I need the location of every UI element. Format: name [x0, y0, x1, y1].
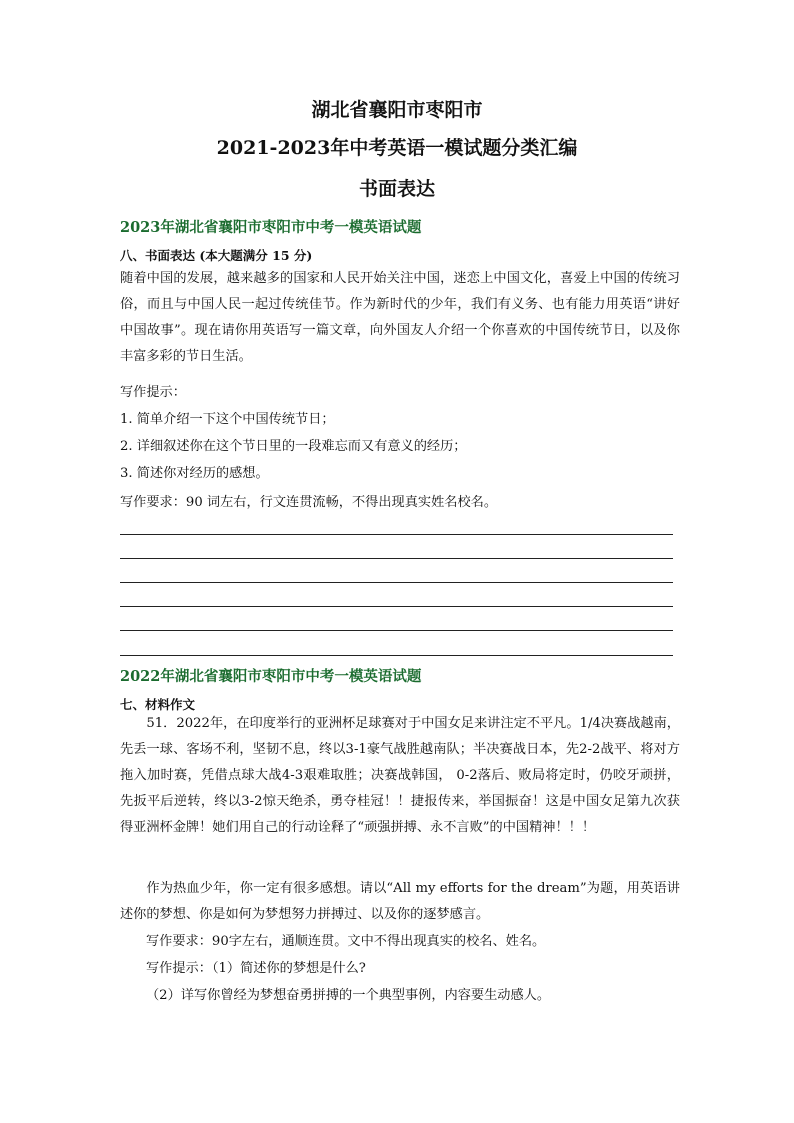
answer-line [120, 606, 673, 607]
section-2023-tip-1: 1. 简单介绍一下这个中国传统节日； [120, 412, 335, 427]
section-2022-task: 作为热血少年，你一定有很多感想。请以“All my efforts for the dream”为题，用英语讲述你的梦想、你是如何为梦想努力拼搏过、以及你的逐梦感言。 [120, 881, 680, 922]
section-2022-tip-1: 写作提示：（1）简述你的梦想是什么? [146, 961, 366, 976]
section-2023-tip-3: 3. 简述你对经历的感想。 [120, 466, 269, 481]
answer-line [120, 558, 673, 559]
section-2022-tip-2: （2）详写你曾经为梦想奋勇拼搏的一个典型事例，内容要生动感人。 [146, 988, 551, 1003]
section-2022-material: 51．2022年，在印度举行的亚洲杯足球赛对于中国女足来讲注定不平凡。1/4决赛战越南，先丢一球、客场不利，坚韧不息，终以3-1豪气战胜越南队；半决赛战日本，先2-2战平、将对方拖入加时赛，凭借点球大战4-3艰难取胜；决赛战韩国， 0-2落后、败局将定时，仍咬牙顽拼，先扳平后逆转，终以3-2惊天绝杀，勇夺桂冠！！捷报传来，举国振奋！这是中国女足第九次获得亚洲杯金牌！她们用自己的行动诠释了“顽强拼搏、永不言败”的中国精神！！！ [120, 716, 680, 835]
section-2023-heading: 2023年湖北省襄阳市枣阳市中考一模英语试题 [120, 219, 422, 236]
section-2022-subheading: 七、材料作文 [120, 697, 196, 712]
answer-line [120, 582, 673, 583]
document-title-exam: 2021-2023年中考英语一模试题分类汇编 [216, 137, 578, 159]
section-2022-heading: 2022年湖北省襄阳市枣阳市中考一模英语试题 [120, 668, 422, 685]
answer-line [120, 655, 673, 656]
section-2023-tip-2: 2. 详细叙述你在这个节日里的一段难忘而又有意义的经历； [120, 439, 467, 454]
section-2023-requirement: 写作要求：90 词左右，行文连贯流畅，不得出现真实姓名校名。 [120, 495, 498, 510]
answer-line [120, 630, 673, 631]
section-2022-requirement: 写作要求：90字左右，通顺连贯。文中不得出现真实的校名、姓名。 [146, 934, 546, 949]
section-2023-tips-label: 写作提示： [120, 385, 186, 400]
document-title-region: 湖北省襄阳市枣阳市 [311, 99, 483, 121]
document-title-topic: 书面表达 [358, 178, 435, 200]
section-2023-intro: 随着中国的发展，越来越多的国家和人民开始关注中国，迷恋上中国文化，喜爱上中国的传统习俗，而且与中国人民一起过传统佳节。作为新时代的少年，我们有义务、也有能力用英语“讲好中国故事”。现在请你用英语写一篇文章，向外国友人介绍一个你喜欢的中国传统节日，以及你丰富多彩的节日生活。 [120, 271, 680, 364]
answer-line [120, 534, 673, 535]
section-2023-subheading: 八、书面表达 (本大题满分 15 分) [120, 248, 313, 263]
